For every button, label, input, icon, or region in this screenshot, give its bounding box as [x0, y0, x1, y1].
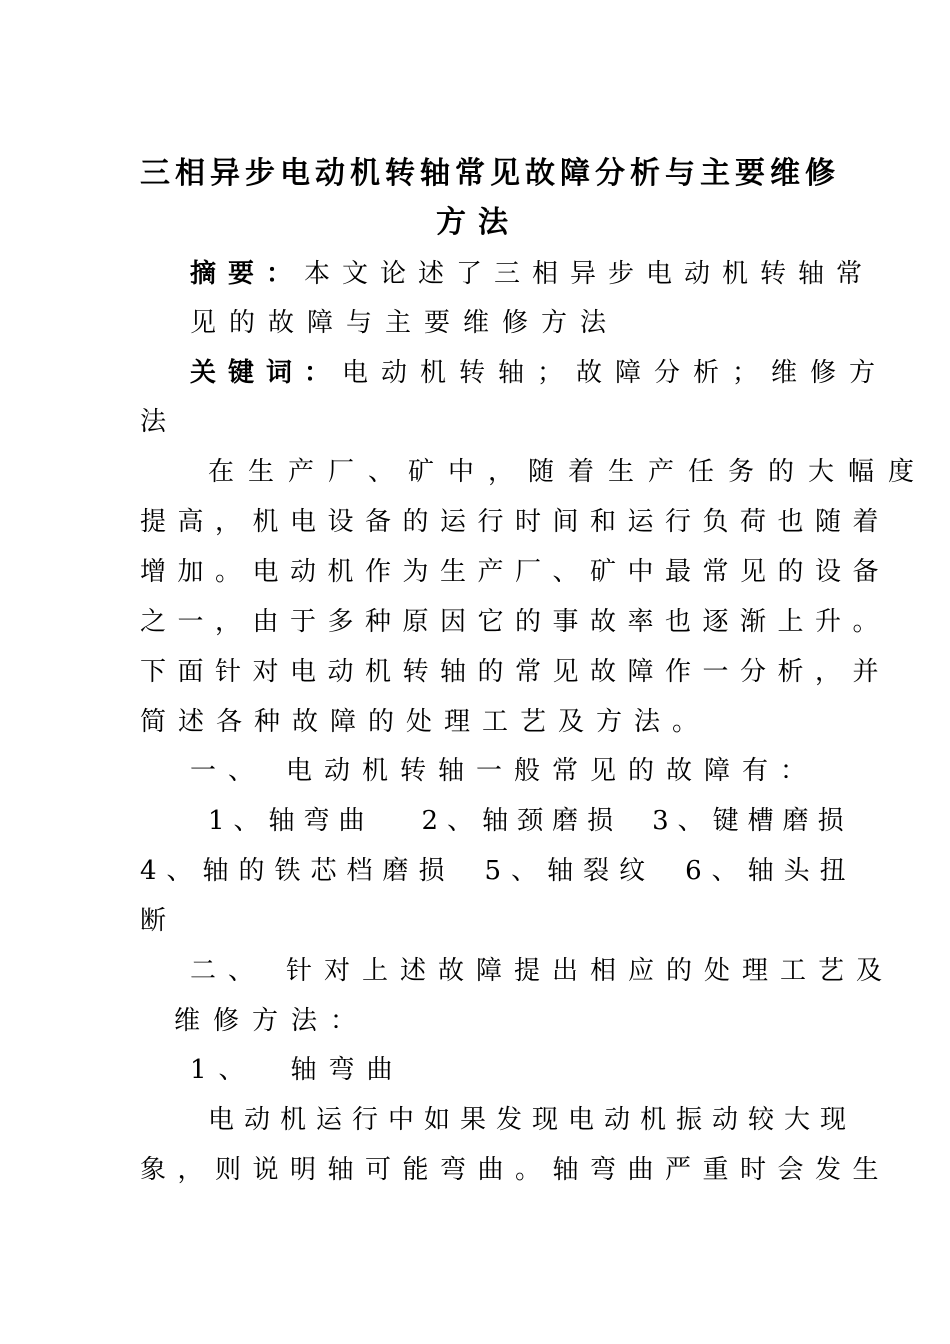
fault-item: 4、轴的铁芯档磨损: [140, 856, 455, 886]
fault-item: 2、轴颈磨损: [421, 806, 623, 836]
keywords-text: 电动机转轴；故障分析；维修方: [342, 358, 889, 388]
abstract-row-2: 见的故障与主要维修方法: [190, 308, 620, 338]
section1-number: 一、: [190, 756, 267, 786]
doc-title-line2: 方法: [436, 205, 520, 240]
sub1-title: 轴弯曲: [290, 1055, 405, 1085]
abstract-label: 摘要：: [190, 259, 305, 289]
fault-list-row-1: [208, 803, 853, 839]
fault-item: 1、轴弯曲: [208, 806, 374, 836]
section1-heading: [190, 753, 818, 789]
intro-line-2: 增加。电动机作为生产厂、矿中最常见的设备: [140, 557, 891, 587]
sub1-line-1: 象，则说明轴可能弯曲。轴弯曲严重时会发生: [140, 1155, 891, 1185]
sub1-heading: [190, 1052, 405, 1088]
intro-line-3: 之一，由于多种原因它的事故率也逐渐上升。: [140, 607, 891, 637]
intro-line-0: 在生产厂、矿中，随着生产任务的大幅度: [208, 457, 929, 487]
keywords-label: 关键词：: [190, 358, 343, 388]
sub1-number: 1、: [190, 1055, 257, 1085]
fault-item: 6、轴头扭: [685, 856, 856, 886]
doc-title-text: 三相异步电动机转轴常见故障分析与主要维修: [140, 156, 840, 191]
keywords-row-2: 法: [140, 407, 167, 437]
abstract-text: 本文论述了三相异步电动机转轴常: [304, 259, 875, 289]
section2-title: 针对上述故障提出相应的处理工艺及: [286, 956, 895, 986]
intro-line-1: 提高，机电设备的运行时间和运行负荷也随着: [140, 507, 891, 537]
section2-heading-2: 维修方法：: [174, 1006, 370, 1036]
sub1-line-0: 电动机运行中如果发现电动机振动较大现: [208, 1105, 857, 1135]
keywords-row: [190, 355, 888, 391]
fault-list-row-3: 断: [140, 906, 167, 936]
section2-heading: [190, 953, 894, 989]
abstract-row: [190, 256, 874, 292]
fault-list-row-2: [140, 853, 856, 889]
fault-item: 5、轴裂纹: [484, 856, 656, 886]
section1-title: 电动机转轴一般常见的故障有：: [286, 756, 819, 786]
intro-line-4: 下面针对电动机转轴的常见故障作一分析，并: [140, 657, 891, 687]
intro-line-5: 简述各种故障的处理工艺及方法。: [140, 707, 711, 737]
doc-title-line1: [140, 154, 840, 194]
fault-item: 3、键槽磨损: [652, 806, 853, 836]
section2-number: 二、: [190, 956, 267, 986]
